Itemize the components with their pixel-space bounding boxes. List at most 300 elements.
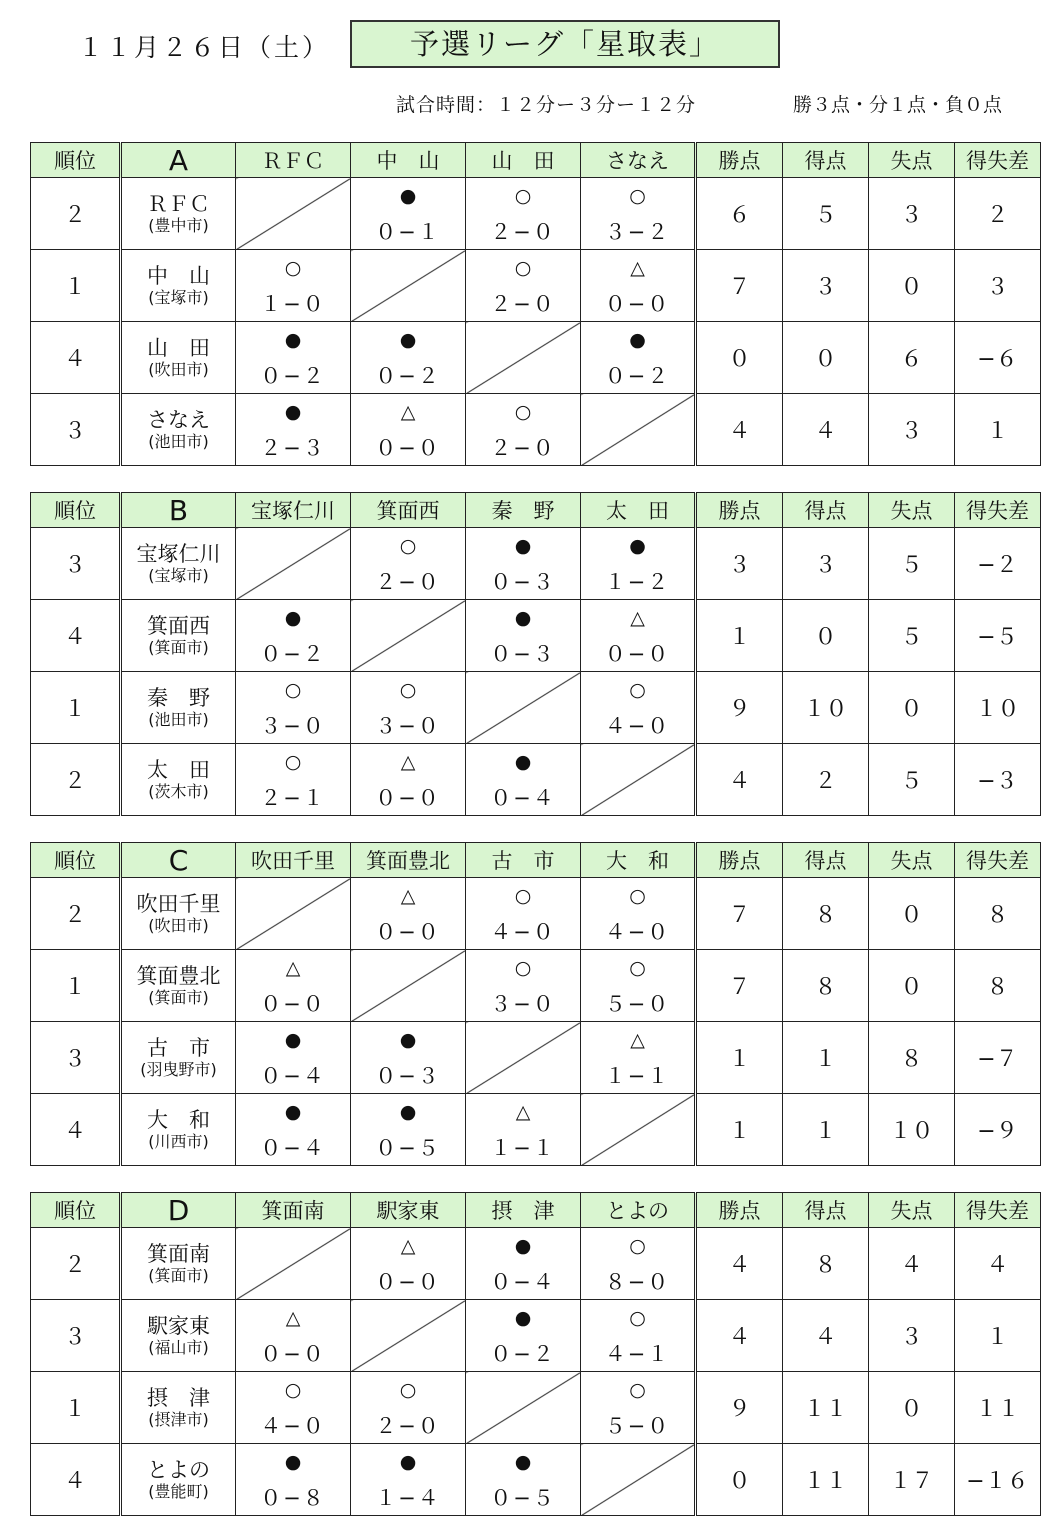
win-points-value: ７	[696, 878, 783, 950]
team-city: (川西市)	[148, 1131, 209, 1151]
points-rule-label: 勝３点・分１点・負０点	[793, 94, 1003, 116]
result-mark: ○	[629, 1379, 646, 1401]
result-cell	[236, 1444, 351, 1516]
result-score: ０−３	[375, 1064, 441, 1088]
self-match-cell	[236, 878, 351, 950]
result-mark: ○	[514, 185, 532, 207]
team-name: 吹田千里	[136, 891, 221, 916]
result-cell	[236, 672, 351, 744]
self-match-cell	[581, 1444, 696, 1516]
self-match-cell	[466, 1022, 581, 1094]
result-score: ０−４	[260, 1136, 326, 1160]
team-cell	[121, 322, 236, 394]
result-cell	[466, 1300, 581, 1372]
result-cell	[236, 322, 351, 394]
header-opponent: ＲＦＣ	[236, 143, 351, 178]
team-city: (茨木市)	[148, 781, 209, 801]
result-cell	[351, 528, 466, 600]
table-row	[31, 1444, 1041, 1516]
team-cell	[121, 744, 236, 816]
result-mark: △	[630, 1029, 645, 1051]
result-score: １−１	[490, 1136, 556, 1160]
result-cell	[351, 1022, 466, 1094]
goals-for-value: ８	[783, 1228, 869, 1300]
result-cell	[236, 394, 351, 466]
result-mark: ○	[284, 1379, 302, 1401]
result-mark: △	[630, 257, 645, 279]
result-score: １−０	[260, 292, 326, 316]
team-city: (吹田市)	[148, 915, 209, 935]
team-name: 箕面西	[147, 613, 210, 638]
header-opponent: 秦 野	[466, 493, 581, 528]
result-mark: △	[285, 957, 301, 979]
table-row	[31, 672, 1041, 744]
result-mark: ○	[284, 679, 302, 701]
team-name: 山 田	[147, 335, 210, 360]
goal-diff-value: １	[955, 1300, 1041, 1372]
team-name: 宝塚仁川	[136, 541, 221, 566]
team-cell	[121, 528, 236, 600]
result-cell	[581, 600, 696, 672]
result-mark: △	[400, 401, 416, 423]
table-row	[31, 950, 1041, 1022]
team-cell	[121, 672, 236, 744]
result-score: ４−０	[490, 920, 556, 944]
result-cell	[351, 1228, 466, 1300]
result-cell	[581, 1300, 696, 1372]
header-opponent: 中 山	[351, 143, 466, 178]
result-cell	[236, 1094, 351, 1166]
result-score: ０−０	[260, 1342, 326, 1366]
result-cell	[466, 250, 581, 322]
rank-value: ４	[31, 600, 121, 672]
result-cell	[351, 1372, 466, 1444]
team-cell	[121, 1372, 236, 1444]
header-goal-diff: 得失差	[955, 493, 1041, 528]
goals-for-value: １１	[783, 1444, 869, 1516]
result-mark: △	[630, 607, 645, 629]
result-score: ４−１	[604, 1342, 671, 1366]
team-city: (福山市)	[148, 1337, 209, 1357]
result-cell	[581, 178, 696, 250]
result-cell	[466, 394, 581, 466]
result-mark: ●	[514, 1235, 532, 1257]
result-score: ０−０	[375, 436, 441, 460]
result-score: ５−０	[604, 992, 671, 1016]
result-mark: ●	[399, 1029, 417, 1051]
win-points-value: ０	[696, 322, 783, 394]
result-cell	[466, 528, 581, 600]
rank-value: ４	[31, 1444, 121, 1516]
team-name: ＲＦＣ	[147, 191, 210, 216]
result-mark: ●	[399, 1451, 417, 1473]
team-name: 摂 津	[147, 1385, 210, 1410]
result-score: ２−０	[490, 220, 556, 244]
result-mark: ●	[514, 535, 532, 557]
header-goals-for: 得点	[783, 493, 869, 528]
result-cell	[236, 250, 351, 322]
group-table-b	[30, 492, 1040, 816]
team-name: 太 田	[147, 757, 210, 782]
result-score: ０−２	[375, 364, 441, 388]
rank-value: ３	[31, 1022, 121, 1094]
header-goal-diff: 得失差	[955, 1193, 1041, 1228]
result-cell	[466, 178, 581, 250]
team-name: さなえ	[147, 407, 210, 432]
goal-diff-value: −２	[955, 528, 1041, 600]
group-table-d	[30, 1192, 1040, 1516]
goals-against-value: ０	[869, 878, 955, 950]
header-goals-against: 失点	[869, 493, 955, 528]
result-cell	[466, 1094, 581, 1166]
result-mark: △	[400, 1235, 416, 1257]
table-row	[31, 600, 1041, 672]
table-row	[31, 528, 1041, 600]
self-match-cell	[581, 394, 696, 466]
win-points-value: １	[696, 1022, 783, 1094]
page-title: 予選リーグ「星取表」	[350, 20, 780, 68]
win-points-value: ４	[696, 1228, 783, 1300]
goals-against-value: ５	[869, 744, 955, 816]
self-match-cell	[236, 1228, 351, 1300]
rank-value: ２	[31, 878, 121, 950]
goal-diff-value: ４	[955, 1228, 1041, 1300]
self-match-cell	[351, 1300, 466, 1372]
result-mark: ○	[629, 185, 646, 207]
team-name: 大 和	[147, 1107, 210, 1132]
goals-against-value: ６	[869, 322, 955, 394]
win-points-value: ７	[696, 950, 783, 1022]
result-score: ２−０	[490, 436, 556, 460]
result-cell	[351, 394, 466, 466]
result-cell	[351, 1444, 466, 1516]
result-score: ０−３	[490, 642, 556, 666]
group-letter: B	[121, 493, 236, 528]
rank-value: ４	[31, 322, 121, 394]
header-opponent: 駅家東	[351, 1193, 466, 1228]
group-letter: C	[121, 843, 236, 878]
team-city: (宝塚市)	[148, 565, 209, 585]
win-points-value: ０	[696, 1444, 783, 1516]
header-goal-diff: 得失差	[955, 143, 1041, 178]
goals-for-value: ４	[783, 1300, 869, 1372]
result-cell	[581, 878, 696, 950]
result-score: ０−０	[375, 920, 441, 944]
result-score: ０−５	[490, 1486, 556, 1510]
rank-value: １	[31, 950, 121, 1022]
result-cell	[351, 1094, 466, 1166]
team-cell	[121, 878, 236, 950]
header-opponent: 箕面南	[236, 1193, 351, 1228]
result-score: ０−０	[604, 642, 671, 666]
win-points-value: １	[696, 600, 783, 672]
self-match-cell	[581, 744, 696, 816]
team-cell	[121, 250, 236, 322]
table-row	[31, 744, 1041, 816]
result-mark: ●	[399, 329, 417, 351]
goals-for-value: １	[783, 1022, 869, 1094]
result-cell	[581, 672, 696, 744]
win-points-value: ９	[696, 1372, 783, 1444]
team-cell	[121, 600, 236, 672]
team-city: (豊能町)	[148, 1481, 209, 1501]
goals-for-value: １０	[783, 672, 869, 744]
header-goals-against: 失点	[869, 143, 955, 178]
table-row	[31, 878, 1041, 950]
result-cell	[466, 600, 581, 672]
team-cell	[121, 1094, 236, 1166]
result-cell	[581, 1228, 696, 1300]
header-opponent: 摂 津	[466, 1193, 581, 1228]
goals-for-value: ３	[783, 528, 869, 600]
goals-for-value: １	[783, 1094, 869, 1166]
goal-diff-value: １０	[955, 672, 1041, 744]
result-score: ０−２	[260, 642, 326, 666]
table-row	[31, 394, 1041, 466]
goals-for-value: ５	[783, 178, 869, 250]
result-cell	[236, 1300, 351, 1372]
rank-value: ３	[31, 1300, 121, 1372]
result-cell	[581, 250, 696, 322]
result-cell	[581, 322, 696, 394]
goals-against-value: ５	[869, 600, 955, 672]
group-letter: A	[121, 143, 236, 178]
team-city: (池田市)	[148, 431, 209, 451]
header-win-points: 勝点	[696, 1193, 783, 1228]
result-score: ２−３	[260, 436, 326, 460]
self-match-cell	[236, 178, 351, 250]
result-score: ３−２	[604, 220, 671, 244]
header-opponent: 大 和	[581, 843, 696, 878]
goals-against-value: １０	[869, 1094, 955, 1166]
team-city: (箕面市)	[148, 637, 209, 657]
result-score: ０−５	[375, 1136, 441, 1160]
header-goals-for: 得点	[783, 1193, 869, 1228]
rank-value: ３	[31, 528, 121, 600]
result-mark: ●	[284, 1101, 302, 1123]
result-score: ４−０	[604, 714, 671, 738]
result-cell	[581, 950, 696, 1022]
date-label: １１月２６日（土）	[78, 33, 331, 62]
rank-value: ４	[31, 1094, 121, 1166]
goal-diff-value: −３	[955, 744, 1041, 816]
result-score: ０−３	[490, 570, 556, 594]
team-cell	[121, 394, 236, 466]
result-score: ２−０	[490, 292, 556, 316]
team-name: 秦 野	[147, 685, 210, 710]
result-mark: ●	[514, 1307, 532, 1329]
win-points-value: ４	[696, 744, 783, 816]
result-cell	[581, 528, 696, 600]
team-cell	[121, 1300, 236, 1372]
header-win-points: 勝点	[696, 143, 783, 178]
team-city: (箕面市)	[148, 987, 209, 1007]
result-mark: ○	[629, 1307, 646, 1329]
header-goals-for: 得点	[783, 143, 869, 178]
goals-for-value: ０	[783, 600, 869, 672]
result-score: ２−０	[375, 1414, 441, 1438]
rank-value: ３	[31, 394, 121, 466]
table-row	[31, 250, 1041, 322]
team-city: (宝塚市)	[148, 287, 209, 307]
table-row	[31, 1372, 1041, 1444]
win-points-value: ６	[696, 178, 783, 250]
team-name: 箕面南	[147, 1241, 210, 1266]
header-goal-diff: 得失差	[955, 843, 1041, 878]
result-score: ０−４	[490, 1270, 556, 1294]
result-cell	[236, 950, 351, 1022]
team-cell	[121, 1022, 236, 1094]
header-goals-against: 失点	[869, 843, 955, 878]
goal-diff-value: ８	[955, 878, 1041, 950]
rank-value: ２	[31, 178, 121, 250]
result-score: １−１	[604, 1064, 671, 1088]
result-mark: ○	[284, 751, 302, 773]
goals-for-value: ８	[783, 878, 869, 950]
win-points-value: ４	[696, 394, 783, 466]
result-mark: ○	[514, 885, 532, 907]
rank-value: ２	[31, 1228, 121, 1300]
self-match-cell	[581, 1094, 696, 1166]
table-row	[31, 322, 1041, 394]
goals-against-value: ５	[869, 528, 955, 600]
result-mark: ○	[629, 957, 646, 979]
result-cell	[466, 950, 581, 1022]
result-score: ０−０	[604, 292, 671, 316]
result-mark: ●	[284, 1029, 302, 1051]
result-mark: ○	[629, 1235, 646, 1257]
win-points-value: ９	[696, 672, 783, 744]
result-score: ０−４	[490, 786, 556, 810]
self-match-cell	[351, 950, 466, 1022]
result-mark: ●	[629, 535, 646, 557]
result-score: ０−２	[604, 364, 671, 388]
result-score: ０−２	[260, 364, 326, 388]
table-row	[31, 1094, 1041, 1166]
goals-against-value: ３	[869, 1300, 955, 1372]
group-table-a	[30, 142, 1040, 466]
team-city: (箕面市)	[148, 1265, 209, 1285]
result-score: ０−４	[260, 1064, 326, 1088]
result-cell	[581, 1022, 696, 1094]
team-cell	[121, 1444, 236, 1516]
goal-diff-value: −９	[955, 1094, 1041, 1166]
result-mark: △	[515, 1101, 531, 1123]
rank-value: １	[31, 1372, 121, 1444]
team-cell	[121, 950, 236, 1022]
result-score: ５−０	[604, 1414, 671, 1438]
win-points-value: １	[696, 1094, 783, 1166]
header-opponent: 古 市	[466, 843, 581, 878]
match-time-label: 試合時間：１２分ー３分ー１２分	[396, 94, 697, 116]
goals-against-value: ８	[869, 1022, 955, 1094]
result-cell	[466, 744, 581, 816]
result-cell	[581, 1372, 696, 1444]
table-row	[31, 1228, 1041, 1300]
self-match-cell	[466, 1372, 581, 1444]
header-opponent: とよの	[581, 1193, 696, 1228]
result-mark: ●	[514, 751, 532, 773]
result-mark: ○	[629, 679, 646, 701]
header-opponent: 宝塚仁川	[236, 493, 351, 528]
result-score: ０−０	[375, 1270, 441, 1294]
team-name: 駅家東	[147, 1313, 210, 1338]
header-opponent: 山 田	[466, 143, 581, 178]
header-goals-for: 得点	[783, 843, 869, 878]
result-mark: ●	[284, 401, 302, 423]
goal-diff-value: ２	[955, 178, 1041, 250]
result-score: ４−０	[604, 920, 671, 944]
result-mark: ○	[399, 535, 417, 557]
goal-diff-value: −５	[955, 600, 1041, 672]
result-mark: △	[400, 885, 416, 907]
self-match-cell	[236, 528, 351, 600]
team-city: (吹田市)	[148, 359, 209, 379]
result-score: ０−０	[375, 786, 441, 810]
result-mark: △	[285, 1307, 301, 1329]
header-rank: 順位	[31, 1193, 121, 1228]
result-mark: ○	[514, 957, 532, 979]
result-score: ３−０	[375, 714, 441, 738]
result-mark: ●	[284, 329, 302, 351]
goals-for-value: ２	[783, 744, 869, 816]
group-letter: D	[121, 1193, 236, 1228]
header-opponent: さなえ	[581, 143, 696, 178]
self-match-cell	[351, 600, 466, 672]
result-score: ０−８	[260, 1486, 326, 1510]
goal-diff-value: −６	[955, 322, 1041, 394]
win-points-value: ７	[696, 250, 783, 322]
result-mark: ○	[514, 257, 532, 279]
result-score: １−４	[375, 1486, 441, 1510]
goals-for-value: ０	[783, 322, 869, 394]
goal-diff-value: ８	[955, 950, 1041, 1022]
win-points-value: ４	[696, 1300, 783, 1372]
rank-value: １	[31, 672, 121, 744]
table-row	[31, 178, 1041, 250]
header-win-points: 勝点	[696, 843, 783, 878]
result-mark: ●	[514, 607, 532, 629]
table-row	[31, 1022, 1041, 1094]
result-cell	[351, 672, 466, 744]
result-cell	[351, 744, 466, 816]
goals-against-value: ０	[869, 950, 955, 1022]
header-opponent: 太 田	[581, 493, 696, 528]
goals-against-value: １７	[869, 1444, 955, 1516]
result-mark: ○	[399, 679, 417, 701]
header-win-points: 勝点	[696, 493, 783, 528]
result-cell	[236, 1372, 351, 1444]
result-mark: ○	[514, 401, 532, 423]
header-rank: 順位	[31, 843, 121, 878]
goals-for-value: １１	[783, 1372, 869, 1444]
result-score: ０−１	[375, 220, 441, 244]
result-cell	[351, 322, 466, 394]
goals-against-value: ０	[869, 1372, 955, 1444]
goal-diff-value: −１６	[955, 1444, 1041, 1516]
result-mark: ●	[399, 1101, 417, 1123]
header-opponent: 箕面豊北	[351, 843, 466, 878]
team-name: 中 山	[147, 263, 210, 288]
result-cell	[466, 1444, 581, 1516]
result-mark: ●	[629, 329, 646, 351]
self-match-cell	[466, 322, 581, 394]
team-city: (羽曳野市)	[140, 1059, 217, 1079]
goals-for-value: ３	[783, 250, 869, 322]
result-score: ２−１	[260, 786, 326, 810]
result-mark: ○	[629, 885, 646, 907]
result-score: ０−２	[490, 1342, 556, 1366]
